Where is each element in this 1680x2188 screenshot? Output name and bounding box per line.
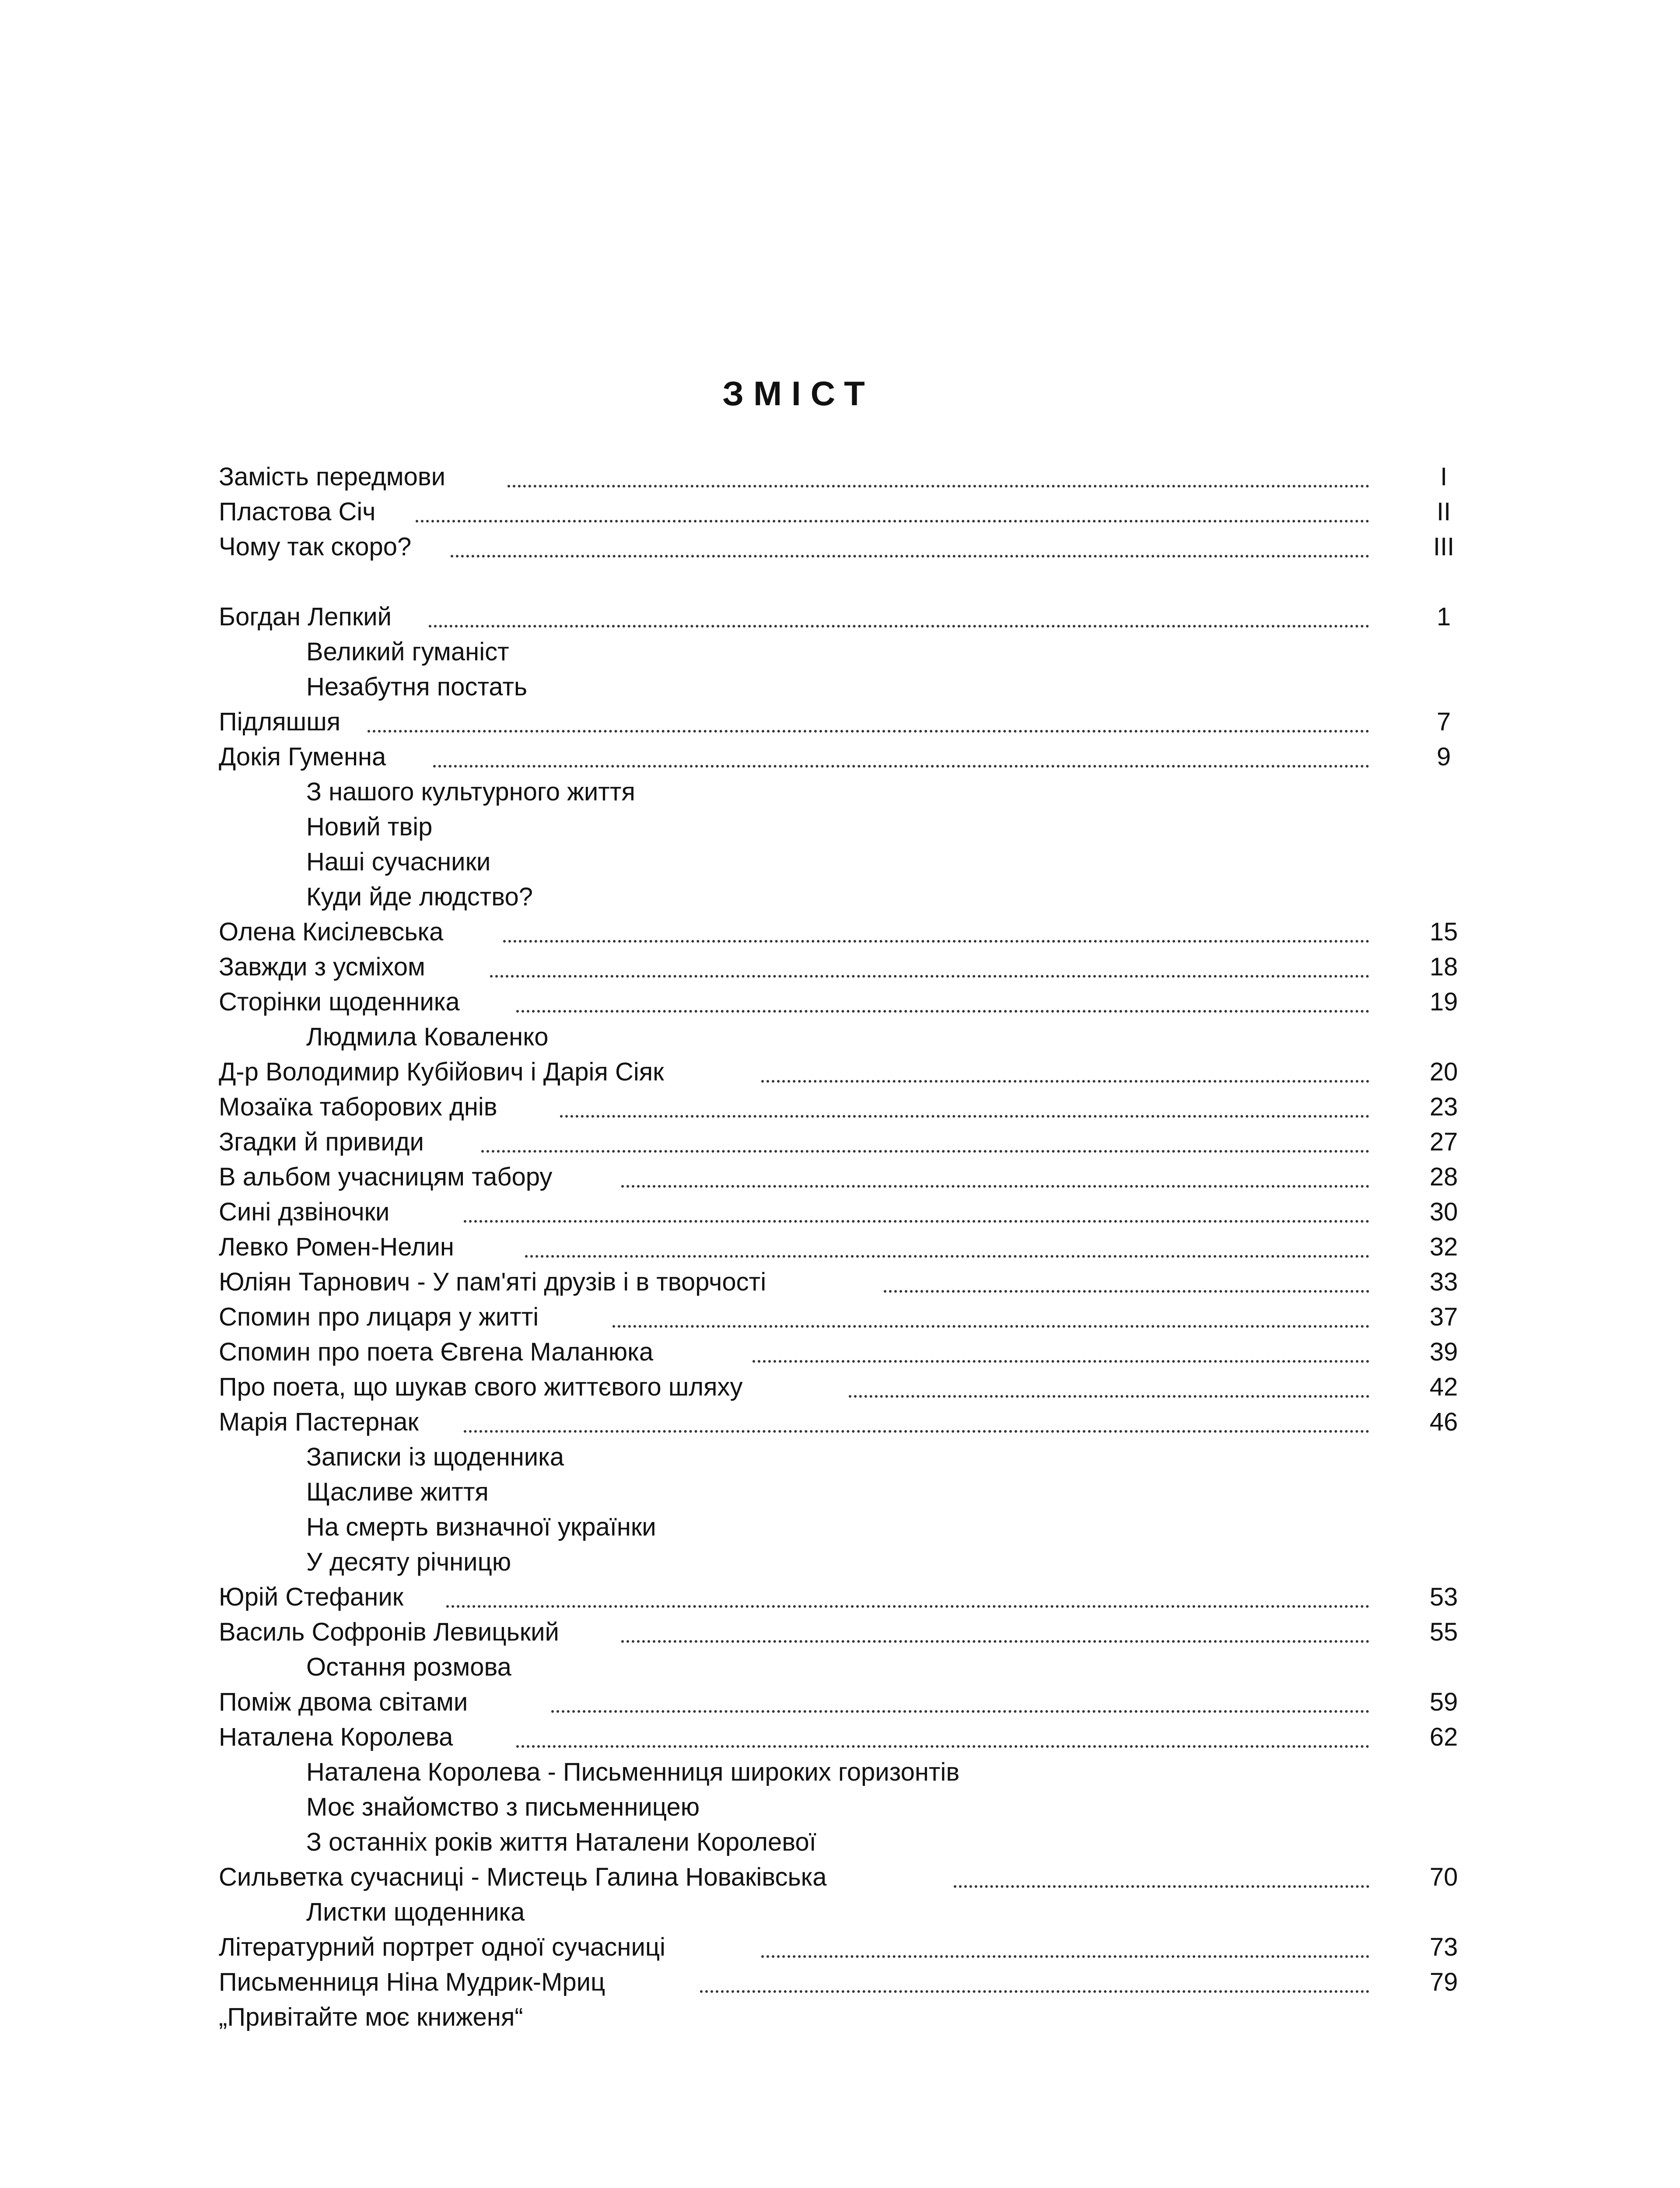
toc-entry-title: Чому так скоро? (219, 533, 412, 561)
dot-leader (451, 529, 1369, 565)
toc-entry (219, 1265, 1488, 1300)
dot-leader (481, 1125, 1369, 1160)
toc-entry-title: Літературний портрет одної сучасниці (219, 1933, 665, 1961)
toc-entry-title: Спомин про лицаря у житті (219, 1303, 539, 1331)
toc-subentry-title: Записки із щоденника (306, 1443, 564, 1471)
dot-leader (954, 1860, 1369, 1895)
toc-entry-title: Сильветка сучасниці - Мистець Галина Новаківська (219, 1863, 827, 1891)
toc-entry-page: II (1436, 498, 1451, 526)
toc-subentry-title: На смерть визначної українки (306, 1513, 656, 1541)
toc-entry-page: 30 (1429, 1198, 1458, 1226)
toc-entry-page: 23 (1429, 1093, 1458, 1121)
toc-entry-page: 62 (1429, 1723, 1458, 1751)
toc-subentry (219, 670, 1488, 705)
toc-entry-page: 42 (1429, 1373, 1458, 1401)
dot-leader (368, 705, 1369, 740)
toc-entry-page: 15 (1429, 918, 1458, 946)
toc-entry-title: Сторінки щоденника (219, 988, 460, 1016)
toc-subentry (219, 1755, 1488, 1790)
toc-entry-title: Спомин про поета Євгена Маланюка (219, 1338, 654, 1366)
toc-entry-title: Підляшшя (219, 708, 341, 736)
toc-entry (219, 1055, 1488, 1090)
toc-entry-page: 20 (1429, 1058, 1458, 1086)
dot-leader (416, 494, 1369, 529)
toc-subentry (219, 1440, 1488, 1475)
toc-entry-page: 59 (1429, 1688, 1458, 1716)
dot-leader (551, 1685, 1369, 1720)
toc-entry (219, 1615, 1488, 1650)
dot-leader (464, 1195, 1369, 1230)
toc-entry (219, 1580, 1488, 1615)
dot-leader (621, 1615, 1369, 1650)
toc-subentry (219, 1825, 1488, 1860)
dot-leader (508, 459, 1369, 494)
toc-subentry (219, 1475, 1488, 1510)
toc-entry-title: Замість передмови (219, 463, 446, 491)
toc-entry (219, 459, 1488, 494)
toc-entry-page: 7 (1436, 708, 1451, 736)
toc-subentry-title: З останніх років життя Наталени Королевої (306, 1828, 816, 1856)
toc-subentry (219, 1790, 1488, 1825)
toc-entry-page: 33 (1429, 1268, 1458, 1296)
dot-leader (752, 1335, 1369, 1370)
toc-entry-title: Пластова Січ (219, 498, 376, 526)
dot-leader (621, 1160, 1369, 1195)
toc-subentry (219, 880, 1488, 915)
toc-subentry-title: Великий гуманіст (306, 638, 509, 666)
toc-entry (219, 1930, 1488, 1965)
toc-subentry (219, 1020, 1488, 1055)
toc-subentry-title: Листки щоденника (306, 1898, 525, 1926)
toc-entry (219, 1405, 1488, 1440)
toc-subentry (219, 845, 1488, 880)
toc-entry (219, 600, 1488, 635)
toc-entry-page: 37 (1429, 1303, 1458, 1331)
toc-subentry (219, 1545, 1488, 1580)
dot-leader (700, 1965, 1369, 2000)
toc-entry (219, 705, 1488, 740)
toc-entry-title: Поміж двома світами (219, 1688, 468, 1716)
dot-leader (516, 985, 1369, 1020)
toc-entry (219, 985, 1488, 1020)
toc-entry-page: 53 (1429, 1583, 1458, 1611)
toc-entry-page: 9 (1436, 743, 1451, 771)
toc-entry-title: Завжди з усміхом (219, 953, 425, 981)
toc-entry-page: I (1440, 463, 1448, 491)
toc-subentry-title: Моє знайомство з письменницею (306, 1793, 700, 1821)
toc-entry-page: 70 (1429, 1863, 1458, 1891)
dot-leader (849, 1370, 1369, 1405)
dot-leader (516, 1720, 1369, 1755)
toc-entry-title: Левко Ромен-Нелин (219, 1233, 454, 1261)
dot-leader (503, 915, 1369, 950)
toc-entry-title: Наталена Королева (219, 1723, 453, 1751)
toc-entry-title: Згадки й привиди (219, 1128, 424, 1156)
toc-entry (219, 1685, 1488, 1720)
toc-entry-title: Богдан Лепкий (219, 603, 392, 631)
dot-leader (464, 1405, 1369, 1440)
toc-entry-title: В альбом учасницям табору (219, 1163, 553, 1191)
toc-entry-page: 28 (1429, 1163, 1458, 1191)
toc-entry (219, 494, 1488, 529)
toc-entry-page: 46 (1429, 1408, 1458, 1436)
toc-entry-page: 19 (1429, 988, 1458, 1016)
toc-entry-title: Мозаїка таборових днів (219, 1093, 497, 1121)
toc-entry-page: 27 (1429, 1128, 1458, 1156)
toc-subentry-title: Незабутня постать (306, 673, 528, 701)
toc-entry-page: 79 (1429, 1968, 1458, 1996)
toc-entry (219, 1160, 1488, 1195)
toc-subentry (219, 775, 1488, 810)
dot-leader (429, 600, 1369, 635)
toc-entry-page: 18 (1429, 953, 1458, 981)
dot-leader (612, 1300, 1369, 1335)
dot-leader (525, 1230, 1369, 1265)
toc-subentry-title: Наші сучасники (306, 848, 491, 876)
toc-entry-title: Про поета, що шукав свого життєвого шляху (219, 1373, 743, 1401)
page-title: ЗМІСТ (722, 374, 875, 413)
toc-entry (219, 915, 1488, 950)
toc-subentry-title: З нашого культурного життя (306, 778, 635, 806)
toc-subentry-title: Куди йде людство? (306, 883, 533, 911)
toc-subentry (219, 1650, 1488, 1685)
toc-entry (219, 529, 1488, 565)
toc-entry-title: Василь Софронів Левицький (219, 1618, 559, 1646)
toc-entry (219, 1300, 1488, 1335)
toc-subentry-title: Остання розмова (306, 1653, 511, 1681)
dot-leader (761, 1930, 1369, 1965)
toc-subentry-title: Новий твір (306, 813, 433, 841)
toc-entry-page: 1 (1436, 603, 1451, 631)
toc-subentry (219, 635, 1488, 670)
toc-entry-page: 39 (1429, 1338, 1458, 1366)
dot-leader (560, 1090, 1369, 1125)
toc-entry-page: 32 (1429, 1233, 1458, 1261)
toc-subentry-title: Людмила Коваленко (306, 1023, 549, 1051)
toc-entry (219, 2000, 1488, 2035)
toc-subentry (219, 810, 1488, 845)
toc-entry-page: 55 (1429, 1618, 1458, 1646)
toc-entry (219, 950, 1488, 985)
toc-entry-title: „Привітайте моє книженя“ (219, 2003, 523, 2031)
toc-entry-title: Марія Пастернак (219, 1408, 419, 1436)
dot-leader (433, 740, 1369, 775)
toc-entry-title: Докія Гуменна (219, 743, 386, 771)
toc-entry (219, 1860, 1488, 1895)
dot-leader (884, 1265, 1369, 1300)
toc-entry-title: Сині дзвіночки (219, 1198, 390, 1226)
toc-entry (219, 1965, 1488, 2000)
dot-leader (446, 1580, 1369, 1615)
toc-entry-title: Олена Кисілевська (219, 918, 444, 946)
toc-entry (219, 1230, 1488, 1265)
toc-entry-title: Юрій Стефаник (219, 1583, 404, 1611)
toc-entry-title: Д-р Володимир Кубійович і Дарія Сіяк (219, 1058, 664, 1086)
toc-entry (219, 1090, 1488, 1125)
toc-entry-page: III (1433, 533, 1455, 561)
toc-entry-title: Письменниця Ніна Мудрик-Мриц (219, 1968, 606, 1996)
dot-leader (490, 950, 1369, 985)
toc-entry (219, 1720, 1488, 1755)
toc-entry-title: Юліян Тарнович - У пам'яті друзів і в творчості (219, 1268, 766, 1296)
toc-subentry-title: Щасливе життя (306, 1478, 489, 1506)
toc-subentry (219, 1895, 1488, 1930)
toc-entry-page: 73 (1429, 1933, 1458, 1961)
toc-entry (219, 740, 1488, 775)
toc-subentry (219, 1510, 1488, 1545)
toc-entry (219, 1370, 1488, 1405)
toc-subentry-title: У десяту річницю (306, 1548, 511, 1576)
toc-entry (219, 1125, 1488, 1160)
dot-leader (761, 1055, 1369, 1090)
toc-entry (219, 1195, 1488, 1230)
toc-subentry-title: Наталена Королева - Письменниця широких горизонтів (306, 1758, 960, 1786)
toc-entry (219, 1335, 1488, 1370)
